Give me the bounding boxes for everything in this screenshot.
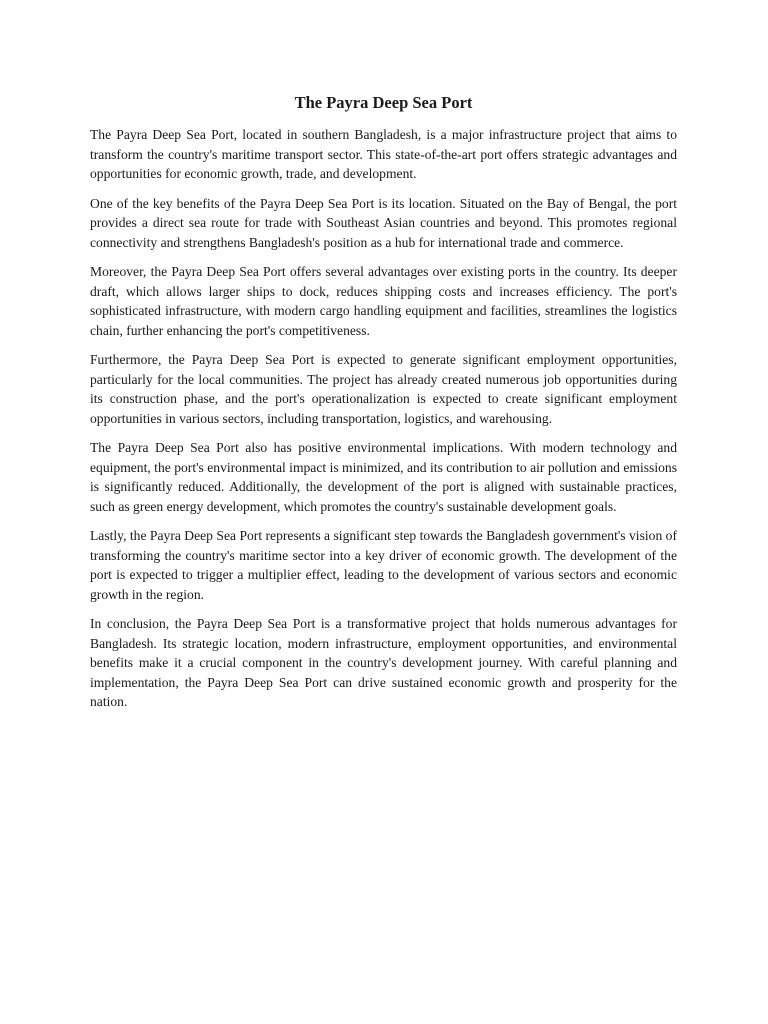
paragraph-conclusion: In conclusion, the Payra Deep Sea Port is a transformative project that holds numerous advantages for Bangladesh. Its strategic location, modern infrastructure, employment opportunities, and environmental benefits make it a crucial component in the country's development journey. With careful planning and implementation, the Payra Deep Sea Port can drive sustained economic growth and prosperity for the nation. [90,616,677,709]
paragraph-location: One of the key benefits of the Payra Deep Sea Port is its location. Situated on the Bay of Bengal, the port provides a direct sea route for trade with Southeast Asian countries and beyond. This promotes regional connectivity and strengthens Bangladesh's position as a hub for international trade and commerce. [90,195,677,250]
document-title: The Payra Deep Sea Port [294,93,473,112]
document-page [90,92,677,722]
paragraph-environment: The Payra Deep Sea Port also has positive environmental implications. With modern technology and equipment, the port's environmental impact is minimized, and its contribution to air pollution and emissions is significantly reduced. Additionally, the development of the port is aligned with sustainable practices, such as green energy development, which promotes the country's sustainable development goals. [90,440,677,514]
paragraph-government-vision: Lastly, the Payra Deep Sea Port represents a significant step towards the Bangladesh government's vision of transforming the country's maritime sector into a key driver of economic growth. The development of the port is expected to trigger a multiplier effect, leading to the development of various sectors and economic growth in the region. [90,528,677,602]
paragraph-intro: The Payra Deep Sea Port, located in southern Bangladesh, is a major infrastructure project that aims to transform the country's maritime transport sector. This state-of-the-art port offers strategic advantages and opportunities for economic growth, trade, and development. [90,127,677,181]
paragraph-employment: Furthermore, the Payra Deep Sea Port is expected to generate significant employment opportunities, particularly for the local communities. The project has already created numerous job opportunities during its construction phase, and the port's operationalization is expected to create significant employment opportunities in various sectors, including transportation, logistics, and warehousing. [90,352,677,426]
paragraph-advantages: Moreover, the Payra Deep Sea Port offers several advantages over existing ports in the country. Its deeper draft, which allows larger ships to dock, reduces shipping costs and increases efficiency. The port's sophisticated infrastructure, with modern cargo handling equipment and facilities, streamlines the logistics chain, further enhancing the port's competitiveness. [90,264,677,338]
